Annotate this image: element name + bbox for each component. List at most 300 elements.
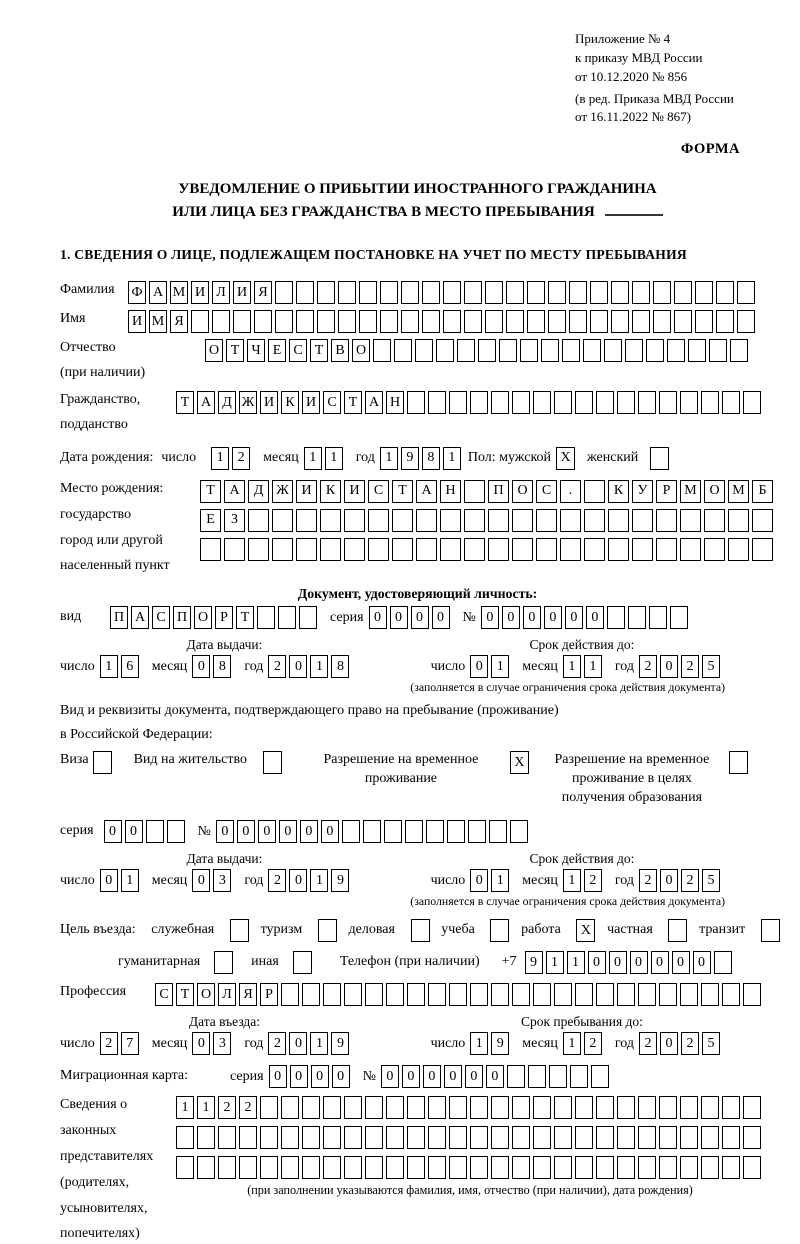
char-cell[interactable] <box>596 983 614 1006</box>
char-cell[interactable]: П <box>488 480 509 503</box>
char-cell[interactable]: Т <box>200 480 221 503</box>
char-cell[interactable] <box>281 983 299 1006</box>
char-cell[interactable]: О <box>205 339 223 362</box>
purpose-private-checkbox[interactable] <box>668 919 687 942</box>
char-cell[interactable] <box>638 1156 656 1179</box>
char-cell[interactable] <box>491 1156 509 1179</box>
char-cell[interactable]: К <box>281 391 299 414</box>
char-cell[interactable] <box>743 1126 761 1149</box>
char-cell[interactable] <box>428 1126 446 1149</box>
char-cell[interactable] <box>296 310 314 333</box>
char-cell[interactable]: 7 <box>121 1032 139 1055</box>
char-cell[interactable]: 2 <box>681 869 699 892</box>
char-cell[interactable] <box>704 538 725 561</box>
char-cell[interactable]: 0 <box>481 606 499 629</box>
char-cell[interactable] <box>407 1126 425 1149</box>
char-cell[interactable]: О <box>704 480 725 503</box>
char-cell[interactable] <box>575 1126 593 1149</box>
char-cell[interactable]: 1 <box>567 951 585 974</box>
char-cell[interactable] <box>548 281 566 304</box>
visa-checkbox[interactable] <box>93 751 112 774</box>
char-cell[interactable] <box>176 1126 194 1149</box>
char-cell[interactable] <box>470 983 488 1006</box>
char-cell[interactable]: 0 <box>651 951 669 974</box>
char-cell[interactable]: 0 <box>544 606 562 629</box>
char-cell[interactable] <box>344 538 365 561</box>
char-cell[interactable]: 2 <box>681 655 699 678</box>
char-cell[interactable] <box>722 983 740 1006</box>
char-cell[interactable]: 1 <box>563 655 581 678</box>
char-cell[interactable]: 2 <box>584 869 602 892</box>
char-cell[interactable] <box>191 310 209 333</box>
char-cell[interactable] <box>323 1126 341 1149</box>
char-cell[interactable] <box>320 538 341 561</box>
char-cell[interactable] <box>491 1126 509 1149</box>
char-cell[interactable] <box>464 310 482 333</box>
char-cell[interactable]: 0 <box>321 820 339 843</box>
char-cell[interactable] <box>512 983 530 1006</box>
char-cell[interactable] <box>617 1096 635 1119</box>
char-cell[interactable] <box>488 538 509 561</box>
char-cell[interactable] <box>659 1156 677 1179</box>
char-cell[interactable] <box>281 1156 299 1179</box>
char-cell[interactable] <box>373 339 391 362</box>
char-cell[interactable] <box>743 391 761 414</box>
char-cell[interactable]: 0 <box>486 1065 504 1088</box>
char-cell[interactable]: М <box>680 480 701 503</box>
char-cell[interactable]: 6 <box>121 655 139 678</box>
char-cell[interactable] <box>596 1156 614 1179</box>
char-cell[interactable] <box>701 983 719 1006</box>
char-cell[interactable] <box>380 281 398 304</box>
char-cell[interactable] <box>296 538 317 561</box>
char-cell[interactable]: И <box>233 281 251 304</box>
char-cell[interactable]: Л <box>212 281 230 304</box>
char-cell[interactable] <box>590 281 608 304</box>
char-cell[interactable]: О <box>512 480 533 503</box>
char-cell[interactable] <box>384 820 402 843</box>
char-cell[interactable] <box>512 509 533 532</box>
char-cell[interactable]: 0 <box>216 820 234 843</box>
char-cell[interactable]: 9 <box>525 951 543 974</box>
purpose-work-checkbox[interactable]: X <box>576 919 595 942</box>
char-cell[interactable] <box>275 310 293 333</box>
char-cell[interactable] <box>575 391 593 414</box>
char-cell[interactable] <box>200 538 221 561</box>
char-cell[interactable]: Т <box>392 480 413 503</box>
residence-permit-checkbox[interactable] <box>263 751 282 774</box>
char-cell[interactable]: 0 <box>332 1065 350 1088</box>
char-cell[interactable] <box>415 339 433 362</box>
char-cell[interactable] <box>560 538 581 561</box>
char-cell[interactable]: 0 <box>423 1065 441 1088</box>
char-cell[interactable]: 0 <box>693 951 711 974</box>
char-cell[interactable]: 1 <box>310 1032 328 1055</box>
char-cell[interactable]: Ч <box>247 339 265 362</box>
char-cell[interactable] <box>197 1126 215 1149</box>
char-cell[interactable]: М <box>149 310 167 333</box>
char-cell[interactable]: 0 <box>672 951 690 974</box>
sex-female-checkbox[interactable] <box>650 447 669 470</box>
char-cell[interactable]: А <box>416 480 437 503</box>
char-cell[interactable] <box>701 1156 719 1179</box>
char-cell[interactable] <box>512 391 530 414</box>
char-cell[interactable] <box>416 509 437 532</box>
char-cell[interactable] <box>695 281 713 304</box>
char-cell[interactable] <box>218 1156 236 1179</box>
char-cell[interactable] <box>670 606 688 629</box>
char-cell[interactable]: О <box>194 606 212 629</box>
char-cell[interactable] <box>659 391 677 414</box>
char-cell[interactable]: 0 <box>381 1065 399 1088</box>
char-cell[interactable]: 0 <box>290 1065 308 1088</box>
char-cell[interactable] <box>296 509 317 532</box>
char-cell[interactable] <box>488 509 509 532</box>
char-cell[interactable]: Я <box>239 983 257 1006</box>
char-cell[interactable] <box>667 339 685 362</box>
char-cell[interactable] <box>449 1096 467 1119</box>
char-cell[interactable] <box>569 281 587 304</box>
char-cell[interactable] <box>584 480 605 503</box>
char-cell[interactable]: 0 <box>502 606 520 629</box>
char-cell[interactable] <box>386 983 404 1006</box>
char-cell[interactable] <box>506 310 524 333</box>
char-cell[interactable] <box>386 1126 404 1149</box>
char-cell[interactable]: Б <box>752 480 773 503</box>
char-cell[interactable] <box>554 1156 572 1179</box>
char-cell[interactable]: Ф <box>128 281 146 304</box>
char-cell[interactable]: 0 <box>104 820 122 843</box>
char-cell[interactable] <box>449 1126 467 1149</box>
char-cell[interactable] <box>604 339 622 362</box>
char-cell[interactable] <box>680 1126 698 1149</box>
char-cell[interactable] <box>632 538 653 561</box>
char-cell[interactable] <box>302 1096 320 1119</box>
char-cell[interactable] <box>260 1156 278 1179</box>
char-cell[interactable] <box>512 1096 530 1119</box>
char-cell[interactable] <box>714 951 732 974</box>
char-cell[interactable] <box>659 983 677 1006</box>
char-cell[interactable] <box>716 281 734 304</box>
char-cell[interactable]: Я <box>170 310 188 333</box>
char-cell[interactable] <box>575 983 593 1006</box>
char-cell[interactable] <box>680 391 698 414</box>
char-cell[interactable] <box>611 281 629 304</box>
char-cell[interactable] <box>342 820 360 843</box>
char-cell[interactable]: В <box>331 339 349 362</box>
char-cell[interactable]: С <box>536 480 557 503</box>
char-cell[interactable] <box>401 281 419 304</box>
char-cell[interactable] <box>299 606 317 629</box>
char-cell[interactable] <box>323 1096 341 1119</box>
char-cell[interactable] <box>659 1096 677 1119</box>
char-cell[interactable] <box>560 509 581 532</box>
char-cell[interactable] <box>443 281 461 304</box>
char-cell[interactable]: М <box>728 480 749 503</box>
char-cell[interactable] <box>394 339 412 362</box>
char-cell[interactable] <box>591 1065 609 1088</box>
char-cell[interactable]: 1 <box>304 447 322 470</box>
char-cell[interactable] <box>485 281 503 304</box>
char-cell[interactable] <box>296 281 314 304</box>
char-cell[interactable] <box>344 1096 362 1119</box>
char-cell[interactable] <box>176 1156 194 1179</box>
char-cell[interactable]: 2 <box>268 1032 286 1055</box>
char-cell[interactable]: 9 <box>331 1032 349 1055</box>
char-cell[interactable] <box>638 1096 656 1119</box>
char-cell[interactable]: С <box>323 391 341 414</box>
char-cell[interactable]: . <box>560 480 581 503</box>
char-cell[interactable]: Т <box>344 391 362 414</box>
char-cell[interactable]: 0 <box>470 655 488 678</box>
char-cell[interactable]: А <box>224 480 245 503</box>
char-cell[interactable]: У <box>632 480 653 503</box>
char-cell[interactable] <box>359 310 377 333</box>
char-cell[interactable] <box>344 983 362 1006</box>
char-cell[interactable] <box>536 509 557 532</box>
char-cell[interactable] <box>646 339 664 362</box>
char-cell[interactable] <box>464 480 485 503</box>
char-cell[interactable]: 8 <box>213 655 231 678</box>
char-cell[interactable] <box>617 983 635 1006</box>
char-cell[interactable]: Д <box>218 391 236 414</box>
char-cell[interactable] <box>449 983 467 1006</box>
char-cell[interactable]: Т <box>176 983 194 1006</box>
char-cell[interactable] <box>680 1096 698 1119</box>
char-cell[interactable]: Р <box>656 480 677 503</box>
char-cell[interactable] <box>363 820 381 843</box>
char-cell[interactable] <box>674 310 692 333</box>
char-cell[interactable] <box>680 509 701 532</box>
char-cell[interactable] <box>167 820 185 843</box>
char-cell[interactable] <box>260 1096 278 1119</box>
char-cell[interactable] <box>743 983 761 1006</box>
char-cell[interactable] <box>302 1126 320 1149</box>
char-cell[interactable] <box>478 339 496 362</box>
char-cell[interactable] <box>536 538 557 561</box>
char-cell[interactable] <box>680 1156 698 1179</box>
char-cell[interactable] <box>365 1126 383 1149</box>
char-cell[interactable]: 0 <box>660 655 678 678</box>
char-cell[interactable]: 0 <box>192 655 210 678</box>
char-cell[interactable] <box>239 1156 257 1179</box>
char-cell[interactable] <box>248 509 269 532</box>
char-cell[interactable]: 9 <box>331 869 349 892</box>
char-cell[interactable]: И <box>296 480 317 503</box>
char-cell[interactable]: 0 <box>588 951 606 974</box>
char-cell[interactable]: 2 <box>639 1032 657 1055</box>
char-cell[interactable] <box>548 310 566 333</box>
char-cell[interactable] <box>752 538 773 561</box>
char-cell[interactable] <box>554 983 572 1006</box>
char-cell[interactable] <box>218 1126 236 1149</box>
char-cell[interactable] <box>464 281 482 304</box>
char-cell[interactable] <box>440 538 461 561</box>
char-cell[interactable]: М <box>170 281 188 304</box>
char-cell[interactable] <box>380 310 398 333</box>
char-cell[interactable] <box>554 1096 572 1119</box>
char-cell[interactable] <box>457 339 475 362</box>
char-cell[interactable]: 2 <box>239 1096 257 1119</box>
char-cell[interactable] <box>625 339 643 362</box>
char-cell[interactable] <box>649 606 667 629</box>
char-cell[interactable] <box>512 1156 530 1179</box>
char-cell[interactable] <box>704 509 725 532</box>
char-cell[interactable]: 1 <box>197 1096 215 1119</box>
char-cell[interactable] <box>344 509 365 532</box>
char-cell[interactable] <box>680 538 701 561</box>
char-cell[interactable] <box>422 281 440 304</box>
char-cell[interactable] <box>575 1096 593 1119</box>
char-cell[interactable]: 0 <box>269 1065 287 1088</box>
char-cell[interactable] <box>607 606 625 629</box>
char-cell[interactable]: 0 <box>565 606 583 629</box>
char-cell[interactable]: 0 <box>444 1065 462 1088</box>
char-cell[interactable] <box>499 339 517 362</box>
char-cell[interactable] <box>359 281 377 304</box>
char-cell[interactable]: И <box>344 480 365 503</box>
char-cell[interactable]: Н <box>386 391 404 414</box>
char-cell[interactable] <box>470 1126 488 1149</box>
char-cell[interactable]: Т <box>226 339 244 362</box>
char-cell[interactable]: А <box>149 281 167 304</box>
char-cell[interactable]: 0 <box>311 1065 329 1088</box>
char-cell[interactable] <box>257 606 275 629</box>
char-cell[interactable] <box>470 1156 488 1179</box>
char-cell[interactable] <box>464 538 485 561</box>
char-cell[interactable]: 5 <box>702 1032 720 1055</box>
char-cell[interactable] <box>583 339 601 362</box>
char-cell[interactable]: Т <box>310 339 328 362</box>
char-cell[interactable] <box>365 1156 383 1179</box>
char-cell[interactable]: А <box>131 606 149 629</box>
char-cell[interactable] <box>212 310 230 333</box>
char-cell[interactable]: 1 <box>470 1032 488 1055</box>
char-cell[interactable] <box>428 1096 446 1119</box>
char-cell[interactable] <box>489 820 507 843</box>
char-cell[interactable] <box>722 391 740 414</box>
char-cell[interactable] <box>317 310 335 333</box>
char-cell[interactable] <box>569 310 587 333</box>
char-cell[interactable] <box>533 1156 551 1179</box>
char-cell[interactable] <box>338 310 356 333</box>
char-cell[interactable] <box>344 1126 362 1149</box>
char-cell[interactable] <box>248 538 269 561</box>
char-cell[interactable]: 1 <box>211 447 229 470</box>
char-cell[interactable] <box>386 1096 404 1119</box>
char-cell[interactable] <box>596 1096 614 1119</box>
char-cell[interactable] <box>512 538 533 561</box>
char-cell[interactable]: 1 <box>176 1096 194 1119</box>
char-cell[interactable] <box>254 310 272 333</box>
char-cell[interactable] <box>701 391 719 414</box>
char-cell[interactable] <box>506 281 524 304</box>
purpose-tourism-checkbox[interactable] <box>318 919 337 942</box>
char-cell[interactable] <box>278 606 296 629</box>
char-cell[interactable] <box>302 1156 320 1179</box>
char-cell[interactable]: 0 <box>660 1032 678 1055</box>
char-cell[interactable] <box>533 391 551 414</box>
char-cell[interactable]: 0 <box>390 606 408 629</box>
char-cell[interactable] <box>320 509 341 532</box>
char-cell[interactable]: П <box>173 606 191 629</box>
char-cell[interactable]: 1 <box>563 869 581 892</box>
char-cell[interactable]: А <box>365 391 383 414</box>
char-cell[interactable]: 1 <box>325 447 343 470</box>
char-cell[interactable]: 0 <box>192 1032 210 1055</box>
char-cell[interactable] <box>638 391 656 414</box>
char-cell[interactable] <box>656 509 677 532</box>
char-cell[interactable]: 9 <box>401 447 419 470</box>
char-cell[interactable]: 0 <box>300 820 318 843</box>
char-cell[interactable]: 0 <box>289 655 307 678</box>
char-cell[interactable] <box>701 1096 719 1119</box>
char-cell[interactable]: Р <box>215 606 233 629</box>
char-cell[interactable] <box>730 339 748 362</box>
char-cell[interactable]: 2 <box>639 655 657 678</box>
char-cell[interactable] <box>688 339 706 362</box>
char-cell[interactable] <box>470 1096 488 1119</box>
purpose-commercial-checkbox[interactable] <box>411 919 430 942</box>
char-cell[interactable] <box>617 1126 635 1149</box>
char-cell[interactable]: И <box>128 310 146 333</box>
char-cell[interactable] <box>722 1156 740 1179</box>
char-cell[interactable] <box>507 1065 525 1088</box>
char-cell[interactable]: Н <box>440 480 461 503</box>
char-cell[interactable]: 0 <box>465 1065 483 1088</box>
char-cell[interactable] <box>528 1065 546 1088</box>
char-cell[interactable]: С <box>155 983 173 1006</box>
char-cell[interactable] <box>281 1126 299 1149</box>
char-cell[interactable] <box>464 509 485 532</box>
char-cell[interactable]: Е <box>200 509 221 532</box>
char-cell[interactable] <box>562 339 580 362</box>
purpose-transit-checkbox[interactable] <box>761 919 780 942</box>
char-cell[interactable] <box>728 509 749 532</box>
char-cell[interactable] <box>449 1156 467 1179</box>
char-cell[interactable] <box>716 310 734 333</box>
char-cell[interactable] <box>407 391 425 414</box>
char-cell[interactable]: 2 <box>268 869 286 892</box>
char-cell[interactable] <box>428 1156 446 1179</box>
char-cell[interactable] <box>737 310 755 333</box>
char-cell[interactable] <box>317 281 335 304</box>
char-cell[interactable]: 0 <box>432 606 450 629</box>
char-cell[interactable] <box>338 281 356 304</box>
char-cell[interactable] <box>416 538 437 561</box>
char-cell[interactable] <box>407 983 425 1006</box>
char-cell[interactable] <box>584 509 605 532</box>
char-cell[interactable]: 1 <box>310 655 328 678</box>
char-cell[interactable] <box>575 1156 593 1179</box>
char-cell[interactable] <box>405 820 423 843</box>
char-cell[interactable]: 8 <box>422 447 440 470</box>
char-cell[interactable] <box>590 310 608 333</box>
char-cell[interactable] <box>584 538 605 561</box>
char-cell[interactable] <box>512 1126 530 1149</box>
char-cell[interactable]: 5 <box>702 655 720 678</box>
char-cell[interactable]: 9 <box>491 1032 509 1055</box>
char-cell[interactable]: К <box>320 480 341 503</box>
char-cell[interactable] <box>365 1096 383 1119</box>
char-cell[interactable] <box>638 1126 656 1149</box>
char-cell[interactable] <box>608 538 629 561</box>
char-cell[interactable]: 2 <box>584 1032 602 1055</box>
char-cell[interactable] <box>628 606 646 629</box>
purpose-study-checkbox[interactable] <box>490 919 509 942</box>
char-cell[interactable] <box>323 983 341 1006</box>
char-cell[interactable]: 1 <box>310 869 328 892</box>
